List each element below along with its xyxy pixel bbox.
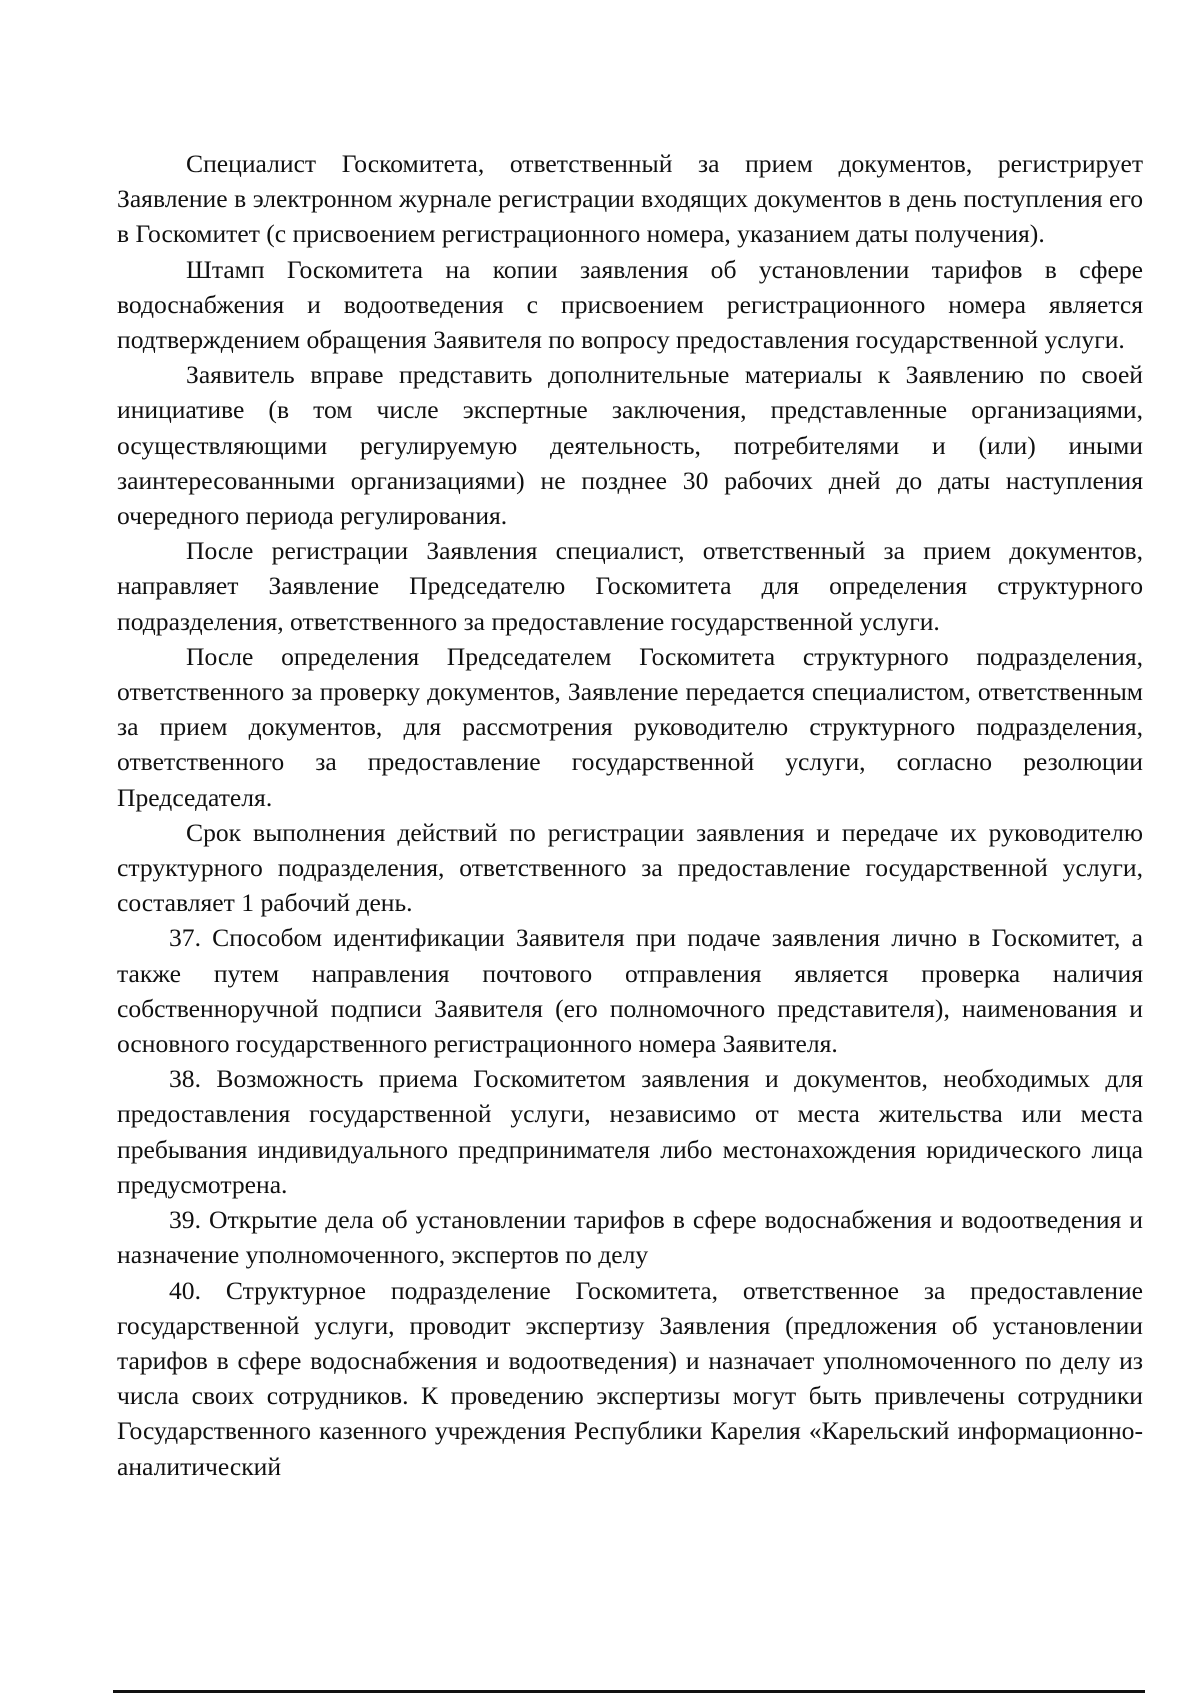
- paragraph-item-40: 40. Структурное подразделение Госкомитета, ответственное за предоставление государственной услуги, проводит экспертизу Заявления (предложения об установлении тарифов в сфере водоснабжения и водоотведения) и назначает уполномоченного по делу из числа своих сотрудников. К проведению экспертизы могут быть привлечены сотрудники Государственного казенного учреждения Республики Карелия «Карельский информационно-аналитический: [117, 1275, 1143, 1481]
- paragraph-after-determination: После определения Председателем Госкомитета структурного подразделения, ответственного за проверку документов, Заявление передается специалистом, ответственным за прием документов, для рассмотрения руководителю структурного подразделения, ответственного за предоставление государственной услуги, согласно резолюции Председателя.: [117, 641, 1143, 812]
- paragraph-stamp: Штамп Госкомитета на копии заявления об установлении тарифов в сфере водоснабжения и водоотведения с присвоением регистрационного номера является подтверждением обращения Заявителя по вопросу предоставления государственной услуги.: [117, 254, 1143, 355]
- bottom-divider: [113, 1690, 1145, 1693]
- paragraph-item-39: 39. Открытие дела об установлении тарифов в сфере водоснабжения и водоотведения и назначение уполномоченного, экспертов по делу: [117, 1205, 1143, 1270]
- paragraph-after-registration: После регистрации Заявления специалист, ответственный за прием документов, направляет Заявление Председателю Госкомитета для определения структурного подразделения, ответственного за предоставление государственной услуги.: [117, 536, 1143, 636]
- paragraph-item-38: 38. Возможность приема Госкомитетом заявления и документов, необходимых для предоставления государственной услуги, независимо от места жительства или места пребывания индивидуального предпринимателя либо местонахождения юридического лица предусмотрена.: [117, 1064, 1143, 1199]
- paragraph-registration: Специалист Госкомитета, ответственный за прием документов, регистрирует Заявление в электронном журнале регистрации входящих документов в день поступления его в Госкомитет (с присвоением регистрационного номера, указанием даты получения).: [117, 149, 1143, 249]
- document-body: [117, 146, 1143, 1484]
- paragraph-item-37: 37. Способом идентификации Заявителя при подаче заявления лично в Госкомитет, а также путем направления почтового отправления является проверка наличия собственноручной подписи Заявителя (его полномочного представителя), наименования и основного государственного регистрационного номера Заявителя.: [117, 923, 1143, 1059]
- paragraph-additional-materials: Заявитель вправе представить дополнительные материалы к Заявлению по своей инициативе (в том числе экспертные заключения, представленные организациями, осуществляющими регулируемую деятельность, потребителями и (или) иными заинтересованными организациями) не позднее 30 рабочих дней до даты наступления очередного периода регулирования.: [117, 360, 1143, 531]
- paragraph-deadline: Срок выполнения действий по регистрации заявления и передаче их руководителю структурного подразделения, ответственного за предоставление государственной услуги, составляет 1 рабочий день.: [117, 817, 1143, 918]
